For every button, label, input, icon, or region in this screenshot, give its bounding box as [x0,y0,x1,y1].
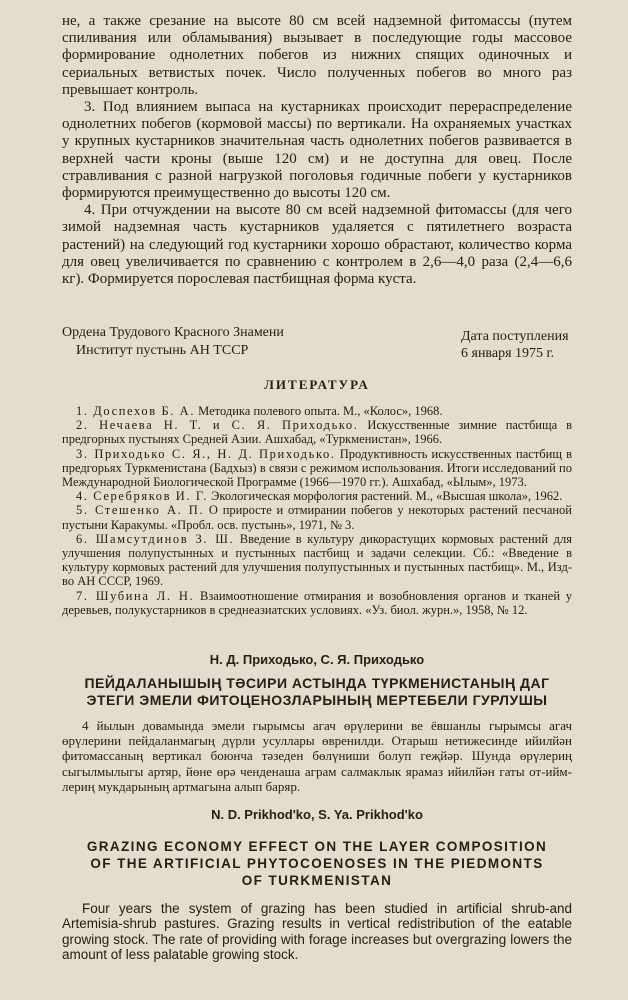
body-text [62,13,572,288]
english-title [62,838,572,889]
english-abstract-text: Four years the system of grazing has been studied in artificial shrub-and Artemisia-shrub pastures. Grazing results in vertical redistribution of the eatable growing stock. The rate of providing with forage increases but overgrazing lowers the amount of less palatable growing stock. [62,901,572,963]
turkmen-title-line-1: ПЕЙДАЛАНЫШЫҢ ТӘСИРИ АСТЫНДА ТҮРКМЕНИСТАНЫҢ ДАГ [84,675,550,691]
reference-item: 1. Доспехов Б. А. Методика полевого опыта. М., «Колос», 1968. [76,404,443,418]
reference-item: 5. Стешенко А. П. О приросте и отмирании побегов у некоторых растений песчаной пустыни Каракумы. «Пробл. осв. пустынь», 1971, № 3. [62,503,572,532]
body-paragraph-continued: не, а также срезание на высоте 80 см всей надземной фитомассы (путем спиливания или обламывания) вызывает в последующие годы массовое формирование однолетних побегов из нижних спящих одиночных и сериальных ветвистых почек. Число полученных побегов во много раз превышает контроль. [62,13,572,98]
body-paragraph-3: 3. Под влиянием выпаса на кустарниках происходит перераспределение однолетних побегов (кормовой массы) по вертикали. На охраняемых участках у крупных кустарников значительная часть однолетних побегов развивается в верхней части кроны (выше 120 см) и не доступна для овец. После стравливания с разной нагрузкой поголовья годичные побеги у кустарников формируются преимущественно до высоты 120 см. [62,99,572,202]
reference-item: 7. Шубина Л. Н. Взаимоотношение отмирания и возобновления органов и тканей у деревьев, полукустарников в среднеазиатских условиях. «Уз. биол. журн.», 1958, № 12. [62,588,572,617]
literature-heading: ЛИТЕРАТУРА [264,377,370,392]
english-abstract [62,901,572,963]
english-title-line-1: GRAZING ECONOMY EFFECT ON THE LAYER COMPOSITION [86,839,548,854]
reference-item: 2. Нечаева Н. Т. и С. Я. Приходько. Искусственные зимние пастбища в предгорных пустынях Средней Азии. Ашхабад, «Туркменистан», 1966. [62,418,572,447]
turkmen-abstract [62,718,572,794]
body-paragraph-4: 4. При отчуждении на высоте 80 см всей надземной фитомассы (для чего зимой надземная часть кустарников удаляется с пятилетнего возраста растений) на следующий год кустарники хорошо обрастают, количество корма для овец увеличивается по сравнению с контролем в 2,6—4,0 раза (2,4—6,6 кг). Формируется порослевая пастбищная форма куста. [62,202,572,288]
institution-line-2: Институт пустынь АН ТССР [76,343,249,358]
english-title-line-2: OF THE ARTIFICIAL PHYTOCOENOSES IN THE PIEDMONTS [90,856,544,871]
reference-item: 4. Серебряков И. Г. Экологическая морфология растений. М., «Высшая школа», 1962. [76,489,563,504]
institution-line-1: Ордена Трудового Красного Знамени [62,325,284,340]
reference-item: 6. Шамсутдинов З. Ш. Введение в культуру дикорастущих кормовых растений для улучшения полупустынных и пустынных пастбищ и задачи селекции. Сб.: «Введение в культуру кормовых растений для улучшения полупустынных и пустынных пастбищ». М., Изд-во АН СССР, 1969. [62,531,572,589]
reference-item: 3. Приходько С. Я., Н. Д. Приходько. Продуктивность искусственных пастбищ в предгорьях Туркменистана (Бадхыз) в связи с режимом использования. Итоги исследований по Международной Биологической Программе (1966—1970 гг.). Ашхабад, «Ылым», 1973. [62,446,572,490]
english-title-line-3: OF TURKMENISTAN [241,873,393,888]
received-label: Дата поступления [461,329,569,344]
english-authors: N. D. Prikhod'ko, S. Ya. Prikhod'ko [211,807,423,822]
received-date: 6 января 1975 г. [461,346,555,361]
reference-list [62,404,572,617]
turkmen-abstract-text: 4 йылын довамында эмели гырымсы агач өрүлерини ве ёвшанлы гырымсы агач өрүлерини пейдаланмагың дүрли усуллары өвренилди. Отарыш нетижесинде ийилйән фитомассаның вертикал боюнча тәзеден бөлүниши болуп геҗйәр. Шунда өрүлериң сыгылмылыгы артяр, йөне өрә ченденаша аграм салмаклык ярамаз ийилйән гаты от-ийм-лериң мукдарының артмагына алып баряр. [62,718,572,794]
turkmen-authors: Н. Д. Приходько, С. Я. Приходько [209,652,425,667]
turkmen-title-line-2: ЭТЕГИ ЭМЕЛИ ФИТОЦЕНОЗЛАРЫНЫҢ МЕРТЕБЕЛИ ГУРЛУШЫ [86,692,548,708]
turkmen-title [62,675,572,709]
